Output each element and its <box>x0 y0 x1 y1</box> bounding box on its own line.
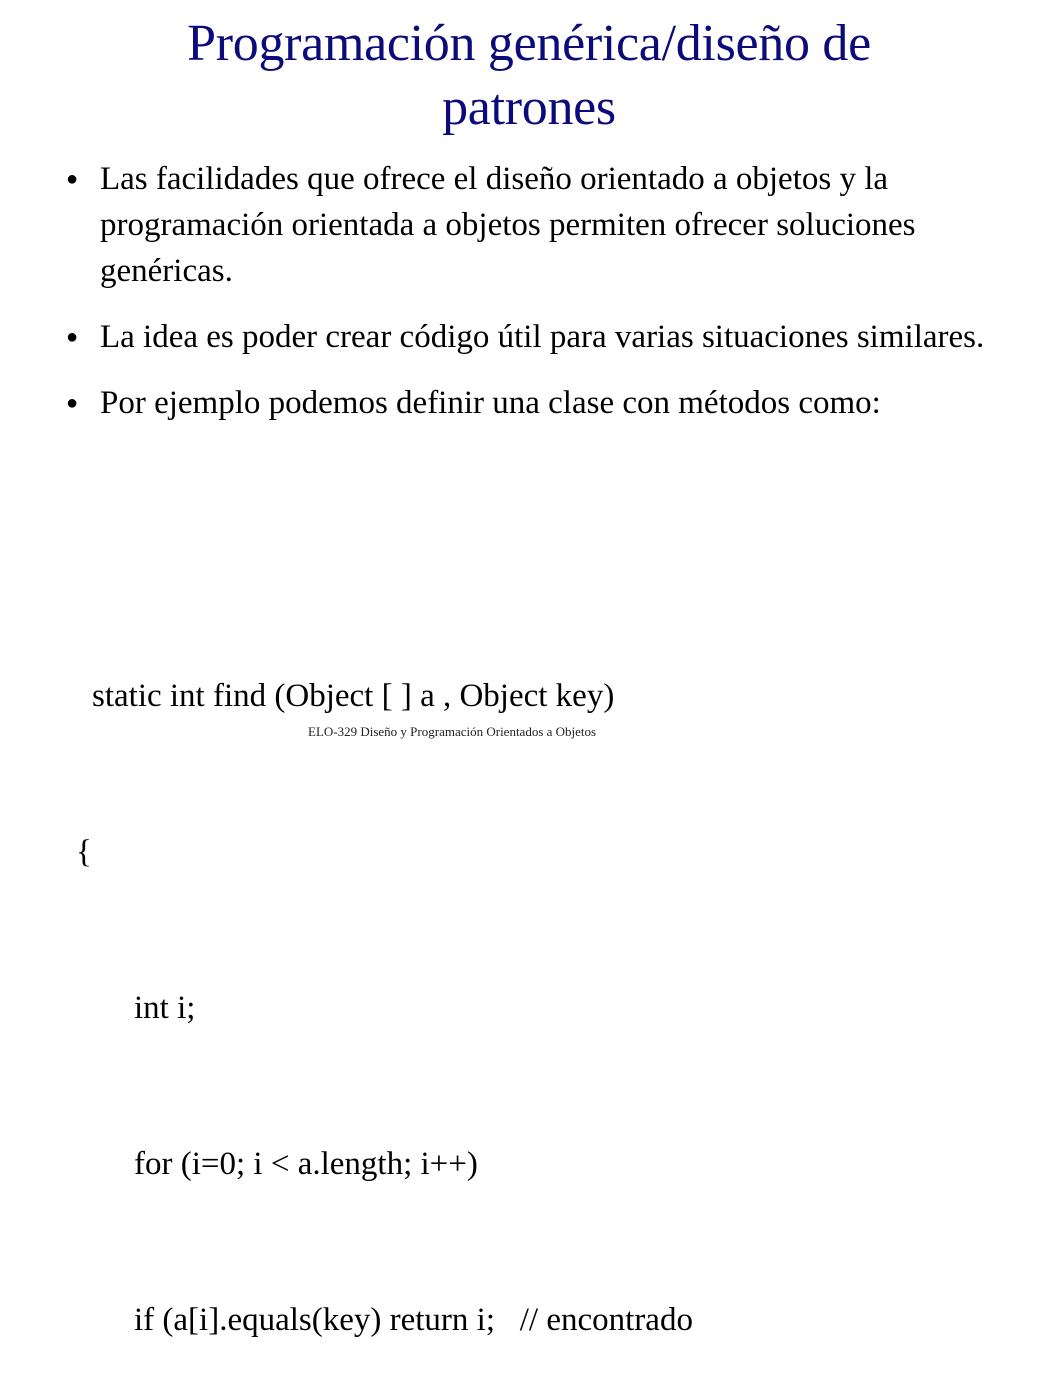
slide-footer: ELO-329 Diseño y Programación Orientados a Objetos <box>308 724 597 739</box>
code-line-3: int i; <box>134 990 196 1026</box>
bullet-dot-icon: ● <box>66 326 79 348</box>
bullet-text-2: La idea es poder crear código útil para varias situaciones similares. <box>100 319 985 355</box>
bullet-item-3 <box>66 380 1026 426</box>
bullet-text-3: Por ejemplo podemos definir una clase con métodos como: <box>100 385 881 421</box>
code-line-1: static int find (Object [ ] a , Object key) <box>92 678 615 714</box>
code-line-5: if (a[i].equals(key) return i; // encontrado <box>134 1302 693 1338</box>
code-line-4: for (i=0; i < a.length; i++) <box>134 1146 478 1182</box>
bullet-list <box>66 156 1026 446</box>
bullet-item-2 <box>66 314 1026 360</box>
bullet-dot-icon: ● <box>66 168 79 190</box>
bullet-text-1: Las facilidades que ofrece el diseño orientado a objetos y la programación orientada a objetos permiten ofrecer soluciones genéricas. <box>100 161 916 289</box>
slide-title-line-2: patrones <box>442 79 616 136</box>
bullet-item-1 <box>66 156 1026 294</box>
code-block <box>76 566 693 1398</box>
code-line-2: { <box>76 834 92 870</box>
slide-title-line-1: Programación genérica/diseño de <box>187 15 871 72</box>
bullet-dot-icon: ● <box>66 392 79 414</box>
slide-title <box>0 12 1058 140</box>
